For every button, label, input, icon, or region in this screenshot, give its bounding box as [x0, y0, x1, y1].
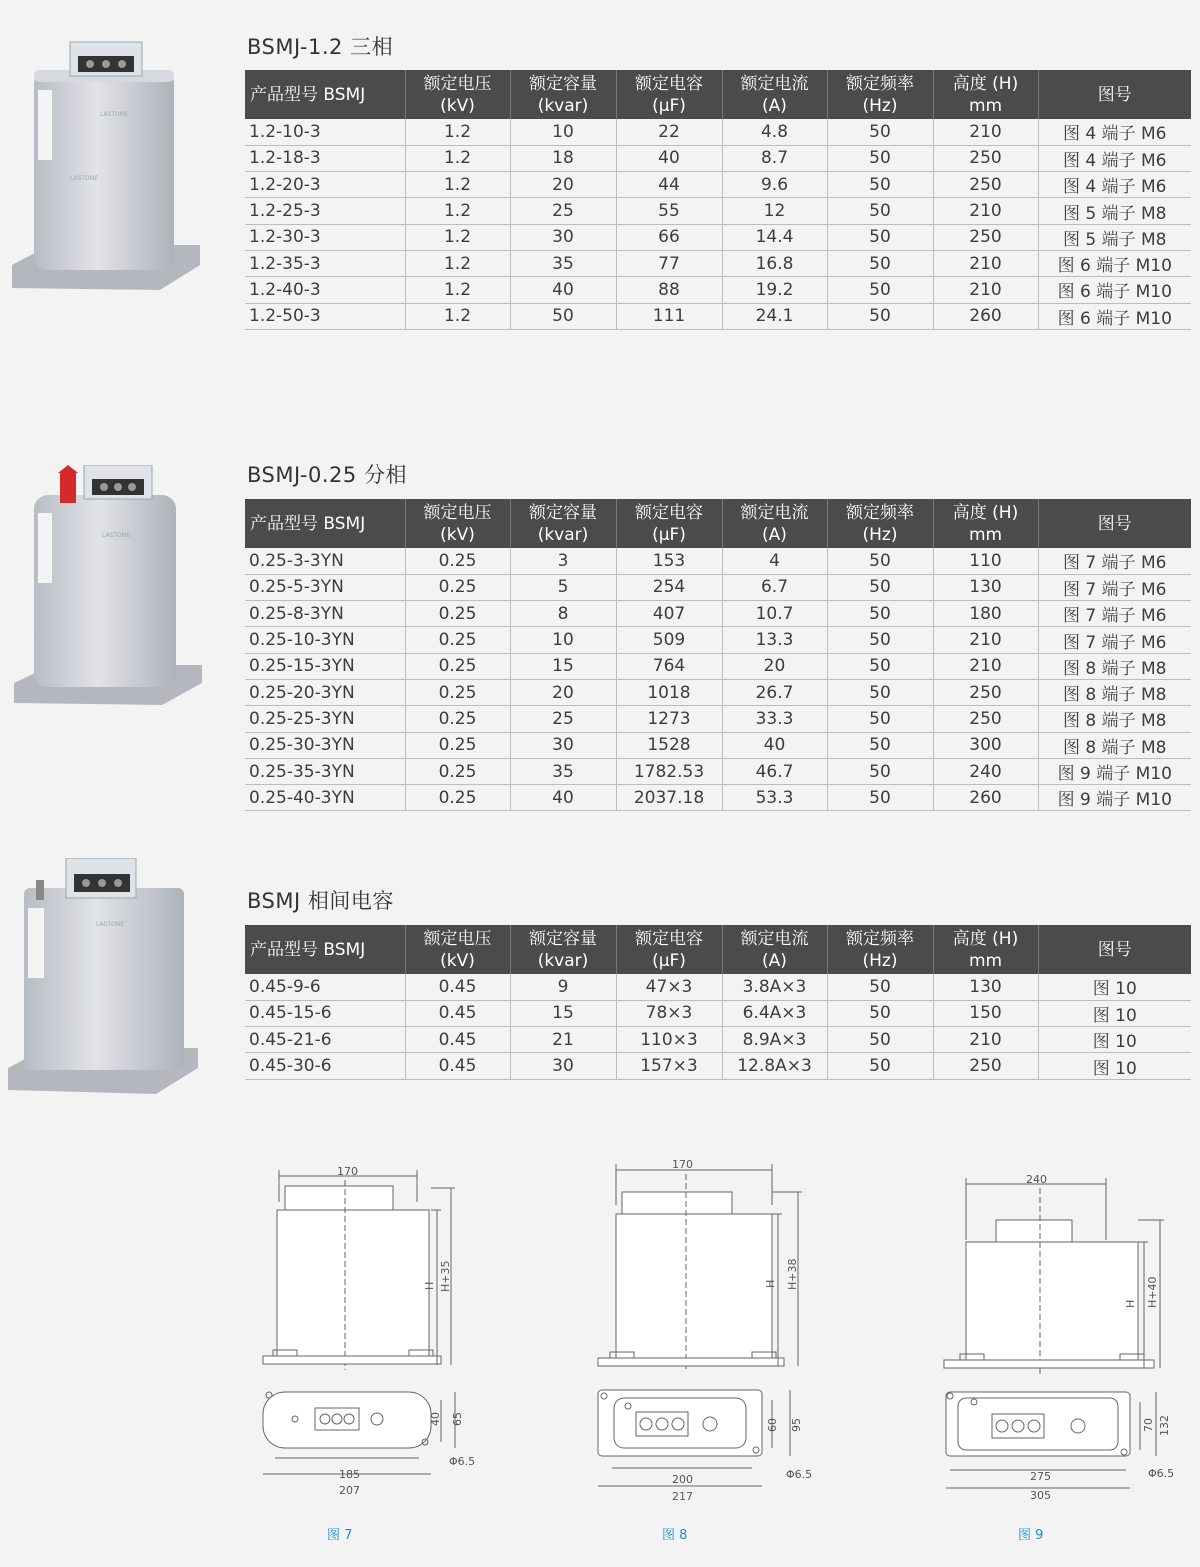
drawing-fig7 [255, 1160, 495, 1505]
column-header: 产品型号 BSMJ [245, 925, 405, 974]
column-header: 图号 [1038, 925, 1191, 974]
dim-hole: Φ6.5 [786, 1468, 813, 1481]
table-cell: 1.2-25-3 [245, 198, 405, 224]
capacitor-split-phase-image [12, 465, 208, 715]
table-cell: 55 [616, 198, 722, 224]
column-header: 额定电压 (kV) [405, 70, 510, 119]
column-header: 额定电容 (μF) [616, 925, 722, 974]
table-cell: 图 9 端子 M10 [1038, 758, 1191, 784]
dim-w-inner: 275 [1030, 1470, 1051, 1483]
column-header: 额定电流 (A) [722, 925, 827, 974]
table-cell: 47×3 [616, 974, 722, 1000]
table-header [245, 925, 1191, 974]
table-cell: 1018 [616, 679, 722, 705]
table-cell: 0.25-10-3YN [245, 627, 405, 653]
table-cell: 35 [510, 250, 616, 276]
table-cell: 6.7 [722, 574, 827, 600]
table-header [245, 499, 1191, 548]
table-cell: 153 [616, 548, 722, 574]
table-cell: 210 [933, 1027, 1038, 1053]
table-cell: 20 [510, 172, 616, 198]
column-header: 额定频率 (Hz) [827, 499, 933, 548]
table-cell: 764 [616, 653, 722, 679]
table-cell: 4.8 [722, 119, 827, 145]
table-cell: 15 [510, 653, 616, 679]
table-row [245, 627, 1191, 653]
table-row [245, 679, 1191, 705]
table-cell: 19.2 [722, 277, 827, 303]
spec-table-split-phase [245, 499, 1191, 811]
table-cell: 50 [827, 1053, 933, 1079]
table-row [245, 172, 1191, 198]
table-cell: 44 [616, 172, 722, 198]
table-cell: 88 [616, 277, 722, 303]
column-header: 额定电流 (A) [722, 70, 827, 119]
table-cell: 0.25-20-3YN [245, 679, 405, 705]
table-cell: 1.2-35-3 [245, 250, 405, 276]
dim-h-plus: H+40 [1146, 1276, 1159, 1308]
table-cell: 250 [933, 679, 1038, 705]
table-cell: 46.7 [722, 758, 827, 784]
table-cell: 26.7 [722, 679, 827, 705]
svg-text:LASTONE: LASTONE [96, 921, 125, 928]
dim-depth-outer: 65 [451, 1412, 464, 1426]
table-cell: 25 [510, 198, 616, 224]
svg-text:LASTONE: LASTONE [102, 532, 131, 539]
dim-h: H [423, 1281, 436, 1290]
table-cell: 15 [510, 1000, 616, 1026]
table-cell: 图 8 端子 M8 [1038, 706, 1191, 732]
table-row [245, 1000, 1191, 1026]
table-cell: 8.9A×3 [722, 1027, 827, 1053]
table-cell: 0.25 [405, 785, 510, 811]
table-row [245, 548, 1191, 574]
table-cell: 1.2 [405, 224, 510, 250]
table-cell: 1.2-50-3 [245, 303, 405, 329]
table-cell: 22 [616, 119, 722, 145]
dim-depth-outer: 95 [790, 1418, 803, 1432]
section-title: BSMJ-1.2 三相 [247, 35, 394, 59]
table-cell: 50 [827, 548, 933, 574]
column-header: 高度 (H) mm [933, 925, 1038, 974]
table-cell: 210 [933, 119, 1038, 145]
dim-w-outer: 305 [1030, 1489, 1051, 1502]
dim-w-inner: 185 [339, 1468, 360, 1481]
table-cell: 1.2 [405, 145, 510, 171]
table-cell: 0.45-9-6 [245, 974, 405, 1000]
column-header: 图号 [1038, 499, 1191, 548]
table-cell: 33.3 [722, 706, 827, 732]
table-cell: 图 4 端子 M6 [1038, 172, 1191, 198]
column-header: 额定电容 (μF) [616, 70, 722, 119]
table-cell: 图 7 端子 M6 [1038, 601, 1191, 627]
table-cell: 40 [616, 145, 722, 171]
table-cell: 4 [722, 548, 827, 574]
table-cell: 0.25-35-3YN [245, 758, 405, 784]
column-header: 额定电压 (kV) [405, 925, 510, 974]
table-cell: 图 4 端子 M6 [1038, 119, 1191, 145]
table-cell: 0.45-21-6 [245, 1027, 405, 1053]
column-header: 额定电流 (A) [722, 499, 827, 548]
table-cell: 50 [827, 627, 933, 653]
column-header: 额定电压 (kV) [405, 499, 510, 548]
table-cell: 图 4 端子 M6 [1038, 145, 1191, 171]
table-cell: 16.8 [722, 250, 827, 276]
table-row [245, 250, 1191, 276]
table-cell: 0.25 [405, 732, 510, 758]
table-cell: 图 7 端子 M6 [1038, 548, 1191, 574]
svg-text:LASTONE: LASTONE [100, 111, 129, 118]
section-three-phase [0, 0, 1200, 340]
table-cell: 1.2-30-3 [245, 224, 405, 250]
dim-top-width: 240 [1026, 1173, 1047, 1186]
table-cell: 图 7 端子 M6 [1038, 574, 1191, 600]
table-cell: 图 8 端子 M8 [1038, 653, 1191, 679]
table-cell: 6.4A×3 [722, 1000, 827, 1026]
table-cell: 50 [827, 250, 933, 276]
dim-top-width: 170 [337, 1165, 358, 1178]
table-cell: 0.25 [405, 653, 510, 679]
table-cell: 509 [616, 627, 722, 653]
table-cell: 157×3 [616, 1053, 722, 1079]
table-cell: 1782.53 [616, 758, 722, 784]
spec-table-interphase [245, 925, 1191, 1080]
table-row [245, 303, 1191, 329]
table-cell: 0.25 [405, 758, 510, 784]
table-cell: 50 [827, 974, 933, 1000]
table-cell: 10 [510, 627, 616, 653]
table-cell: 1.2 [405, 303, 510, 329]
table-cell: 250 [933, 224, 1038, 250]
table-cell: 50 [510, 303, 616, 329]
table-cell: 14.4 [722, 224, 827, 250]
column-header: 产品型号 BSMJ [245, 70, 405, 119]
table-row [245, 119, 1191, 145]
figure-caption: 图 7 [327, 1528, 353, 1543]
table-cell: 图 9 端子 M10 [1038, 785, 1191, 811]
table-row [245, 277, 1191, 303]
table-cell: 0.25-3-3YN [245, 548, 405, 574]
table-cell: 110 [933, 548, 1038, 574]
table-cell: 0.45-30-6 [245, 1053, 405, 1079]
table-cell: 66 [616, 224, 722, 250]
dim-h-plus: H+38 [786, 1258, 799, 1290]
table-cell: 1.2 [405, 119, 510, 145]
table-cell: 50 [827, 601, 933, 627]
table-cell: 250 [933, 145, 1038, 171]
table-cell: 50 [827, 224, 933, 250]
table-cell: 40 [510, 277, 616, 303]
drawing-fig9 [936, 1170, 1186, 1510]
table-cell: 图 7 端子 M6 [1038, 627, 1191, 653]
table-cell: 50 [827, 277, 933, 303]
table-cell: 250 [933, 706, 1038, 732]
table-cell: 210 [933, 250, 1038, 276]
table-cell: 0.25-25-3YN [245, 706, 405, 732]
table-cell: 50 [827, 758, 933, 784]
table-row [245, 1053, 1191, 1079]
table-cell: 0.25-15-3YN [245, 653, 405, 679]
table-cell: 50 [827, 145, 933, 171]
table-row [245, 601, 1191, 627]
table-cell: 40 [510, 785, 616, 811]
table-cell: 0.45 [405, 1027, 510, 1053]
column-header: 额定电容 (μF) [616, 499, 722, 548]
column-header: 额定频率 (Hz) [827, 70, 933, 119]
table-cell: 250 [933, 1053, 1038, 1079]
table-cell: 50 [827, 574, 933, 600]
dim-depth-outer: 132 [1158, 1415, 1171, 1436]
column-header: 产品型号 BSMJ [245, 499, 405, 548]
table-cell: 图 10 [1038, 1053, 1191, 1079]
table-cell: 24.1 [722, 303, 827, 329]
table-cell: 图 10 [1038, 1027, 1191, 1053]
table-cell: 50 [827, 303, 933, 329]
dim-depth-inner: 40 [429, 1412, 442, 1426]
table-cell: 1.2 [405, 250, 510, 276]
section-split-phase [0, 430, 1200, 820]
table-cell: 3 [510, 548, 616, 574]
table-cell: 77 [616, 250, 722, 276]
dim-h-plus: H+35 [439, 1260, 452, 1292]
table-cell: 53.3 [722, 785, 827, 811]
table-cell: 18 [510, 145, 616, 171]
table-row [245, 1027, 1191, 1053]
column-header: 额定容量 (kvar) [510, 70, 616, 119]
table-cell: 8.7 [722, 145, 827, 171]
table-cell: 图 10 [1038, 1000, 1191, 1026]
table-cell: 0.45 [405, 1053, 510, 1079]
table-cell: 1.2 [405, 172, 510, 198]
column-header: 图号 [1038, 70, 1191, 119]
table-row [245, 758, 1191, 784]
section-title: BSMJ-0.25 分相 [247, 463, 407, 487]
table-cell: 1.2-40-3 [245, 277, 405, 303]
dim-w-inner: 200 [672, 1473, 693, 1486]
table-cell: 0.25 [405, 601, 510, 627]
table-row [245, 224, 1191, 250]
table-cell: 130 [933, 974, 1038, 1000]
table-cell: 210 [933, 198, 1038, 224]
table-row [245, 974, 1191, 1000]
column-header: 额定频率 (Hz) [827, 925, 933, 974]
column-header: 高度 (H) mm [933, 70, 1038, 119]
table-cell: 5 [510, 574, 616, 600]
table-row [245, 198, 1191, 224]
table-cell: 260 [933, 303, 1038, 329]
table-cell: 30 [510, 732, 616, 758]
table-cell: 111 [616, 303, 722, 329]
table-cell: 2037.18 [616, 785, 722, 811]
table-cell: 1.2 [405, 277, 510, 303]
section-title: BSMJ 相间电容 [247, 889, 394, 913]
table-cell: 1.2-10-3 [245, 119, 405, 145]
dim-depth-inner: 70 [1142, 1418, 1155, 1432]
table-cell: 50 [827, 785, 933, 811]
table-cell: 50 [827, 198, 933, 224]
table-cell: 78×3 [616, 1000, 722, 1026]
dim-hole: Φ6.5 [449, 1455, 476, 1468]
table-cell: 0.25-5-3YN [245, 574, 405, 600]
table-cell: 20 [722, 653, 827, 679]
table-cell: 210 [933, 627, 1038, 653]
table-cell: 50 [827, 1000, 933, 1026]
table-cell: 12 [722, 198, 827, 224]
table-cell: 8 [510, 601, 616, 627]
dim-hole: Φ6.5 [1148, 1467, 1175, 1480]
table-cell: 300 [933, 732, 1038, 758]
dim-w-outer: 207 [339, 1484, 360, 1497]
table-row [245, 706, 1191, 732]
table-cell: 150 [933, 1000, 1038, 1026]
table-cell: 50 [827, 679, 933, 705]
table-cell: 254 [616, 574, 722, 600]
table-cell: 20 [510, 679, 616, 705]
table-cell: 图 6 端子 M10 [1038, 250, 1191, 276]
table-cell: 图 6 端子 M10 [1038, 277, 1191, 303]
table-cell: 1.2-18-3 [245, 145, 405, 171]
table-header [245, 70, 1191, 119]
column-header: 额定容量 (kvar) [510, 499, 616, 548]
table-cell: 50 [827, 119, 933, 145]
table-row [245, 574, 1191, 600]
table-cell: 50 [827, 653, 933, 679]
table-cell: 25 [510, 706, 616, 732]
table-cell: 1.2 [405, 198, 510, 224]
table-cell: 0.25 [405, 548, 510, 574]
table-row [245, 732, 1191, 758]
table-cell: 10 [510, 119, 616, 145]
table-cell: 180 [933, 601, 1038, 627]
table-cell: 12.8A×3 [722, 1053, 827, 1079]
capacitor-interphase-image [6, 858, 202, 1098]
table-cell: 110×3 [616, 1027, 722, 1053]
capacitor-three-phase-image [10, 40, 206, 300]
table-cell: 210 [933, 277, 1038, 303]
table-cell: 10.7 [722, 601, 827, 627]
table-cell: 260 [933, 785, 1038, 811]
table-cell: 0.25-30-3YN [245, 732, 405, 758]
table-cell: 0.25 [405, 627, 510, 653]
figure-caption: 图 9 [1018, 1528, 1044, 1543]
dim-h: H [1124, 1299, 1137, 1308]
section-interphase [0, 855, 1200, 1105]
table-cell: 9.6 [722, 172, 827, 198]
table-cell: 240 [933, 758, 1038, 784]
dim-w-outer: 217 [672, 1490, 693, 1503]
table-cell: 250 [933, 172, 1038, 198]
table-row [245, 653, 1191, 679]
table-cell: 图 10 [1038, 974, 1191, 1000]
table-cell: 407 [616, 601, 722, 627]
column-header: 额定容量 (kvar) [510, 925, 616, 974]
table-cell: 图 5 端子 M8 [1038, 224, 1191, 250]
table-cell: 0.25-40-3YN [245, 785, 405, 811]
table-cell: 0.45-15-6 [245, 1000, 405, 1026]
svg-text:LASTONE: LASTONE [70, 175, 99, 182]
spec-table-three-phase [245, 70, 1191, 330]
dim-h: H [764, 1279, 777, 1288]
table-cell: 1528 [616, 732, 722, 758]
table-cell: 0.45 [405, 1000, 510, 1026]
table-cell: 0.25 [405, 574, 510, 600]
table-cell: 图 5 端子 M8 [1038, 198, 1191, 224]
table-cell: 0.25 [405, 679, 510, 705]
column-header: 高度 (H) mm [933, 499, 1038, 548]
table-cell: 130 [933, 574, 1038, 600]
table-cell: 30 [510, 224, 616, 250]
table-cell: 21 [510, 1027, 616, 1053]
dim-top-width: 170 [672, 1158, 693, 1171]
dim-depth-inner: 60 [766, 1418, 779, 1432]
table-cell: 0.45 [405, 974, 510, 1000]
table-cell: 30 [510, 1053, 616, 1079]
figure-caption: 图 8 [662, 1528, 688, 1543]
table-cell: 50 [827, 172, 933, 198]
table-cell: 图 8 端子 M8 [1038, 732, 1191, 758]
table-cell: 9 [510, 974, 616, 1000]
table-cell: 35 [510, 758, 616, 784]
table-cell: 图 6 端子 M10 [1038, 303, 1191, 329]
table-cell: 1.2-20-3 [245, 172, 405, 198]
table-cell: 1273 [616, 706, 722, 732]
table-cell: 50 [827, 1027, 933, 1053]
table-row [245, 145, 1191, 171]
table-cell: 图 8 端子 M8 [1038, 679, 1191, 705]
table-cell: 50 [827, 706, 933, 732]
table-cell: 13.3 [722, 627, 827, 653]
drawing-fig8 [592, 1150, 832, 1510]
table-cell: 0.25 [405, 706, 510, 732]
table-cell: 3.8A×3 [722, 974, 827, 1000]
table-cell: 0.25-8-3YN [245, 601, 405, 627]
table-cell: 40 [722, 732, 827, 758]
table-row [245, 785, 1191, 811]
table-cell: 210 [933, 653, 1038, 679]
table-cell: 50 [827, 732, 933, 758]
